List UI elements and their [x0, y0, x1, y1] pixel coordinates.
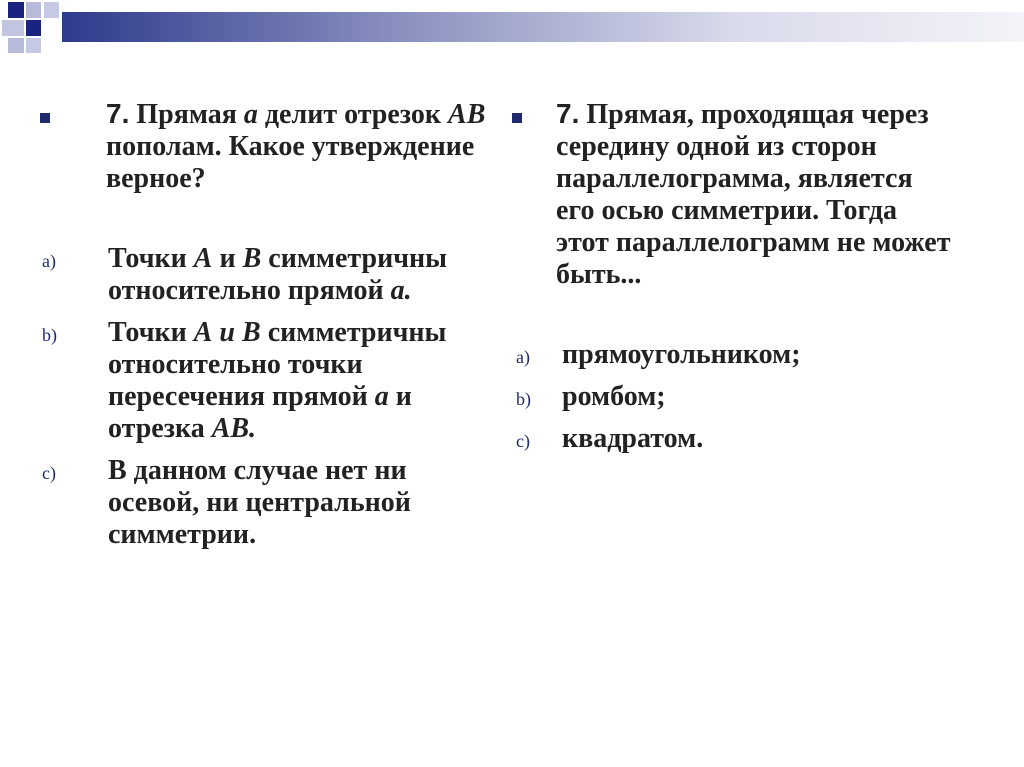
text-run: симметричны относительно прямой [108, 243, 447, 306]
left-question-block [40, 98, 500, 561]
decor-square [26, 38, 41, 53]
right-question-text [556, 98, 956, 291]
text-run: ромбом; [562, 381, 666, 412]
decor-square [2, 20, 24, 36]
text-run: В [242, 243, 262, 274]
decor-square [8, 2, 24, 18]
left-question [40, 98, 500, 195]
option-text [562, 339, 982, 371]
square-bullet-icon [512, 113, 522, 123]
decor-square [8, 38, 24, 53]
option-text [562, 423, 982, 455]
text-run: и отрезка [108, 381, 412, 444]
top-gradient-bar [62, 12, 1024, 42]
option-letter: b) [42, 325, 57, 345]
text-run: Точки [108, 243, 194, 274]
text-run: Точки [108, 317, 194, 348]
square-bullet-icon [40, 113, 50, 123]
decor-square [26, 2, 41, 18]
option-text [562, 381, 982, 413]
text-run: прямоугольником; [562, 339, 801, 370]
text-run: А и В [193, 317, 261, 348]
text-run: АВ. [211, 413, 257, 444]
option-letter: b) [516, 389, 531, 409]
text-run: В данном случае нет ни осевой, ни центральной симметрии. [108, 455, 411, 550]
question-body [106, 99, 485, 194]
option-a [512, 339, 1012, 371]
option-letter: c) [516, 431, 530, 451]
option-b [40, 317, 500, 445]
question-number: 7. [106, 98, 130, 129]
question-number: 7. [556, 98, 580, 129]
text-run: Прямая [129, 99, 244, 130]
option-text [108, 455, 488, 551]
left-question-text [106, 98, 496, 195]
right-question [512, 98, 1012, 291]
text-run: симметричны относительно точки пересечения прямой [108, 317, 447, 412]
text-run: пополам. Какое утверждение верное? [106, 131, 475, 194]
option-letter: a) [516, 347, 530, 367]
text-run: квадратом. [562, 423, 704, 454]
option-c [512, 423, 1012, 455]
option-a [40, 243, 500, 307]
option-b [512, 381, 1012, 413]
option-letter: a) [42, 251, 56, 271]
decor-square [26, 20, 41, 36]
text-run: а. [390, 275, 412, 306]
option-c [40, 455, 500, 551]
option-text [108, 243, 488, 307]
text-run: и [212, 243, 243, 274]
text-run: А [193, 243, 213, 274]
question-body [556, 99, 951, 290]
left-options [40, 243, 500, 551]
text-run: Прямая, проходящая через середину одной из сторон параллелограмма, является его осью симметрии. Тогда этот параллелограмм не может быть... [556, 99, 951, 290]
text-run: АВ [448, 99, 486, 130]
option-letter: c) [42, 463, 56, 483]
right-question-block [512, 98, 1012, 465]
right-options [512, 339, 1012, 455]
text-run: делит отрезок [257, 99, 449, 130]
text-run: а [374, 381, 389, 412]
decor-square [44, 2, 59, 18]
option-text [108, 317, 488, 445]
text-run: а [243, 99, 258, 130]
